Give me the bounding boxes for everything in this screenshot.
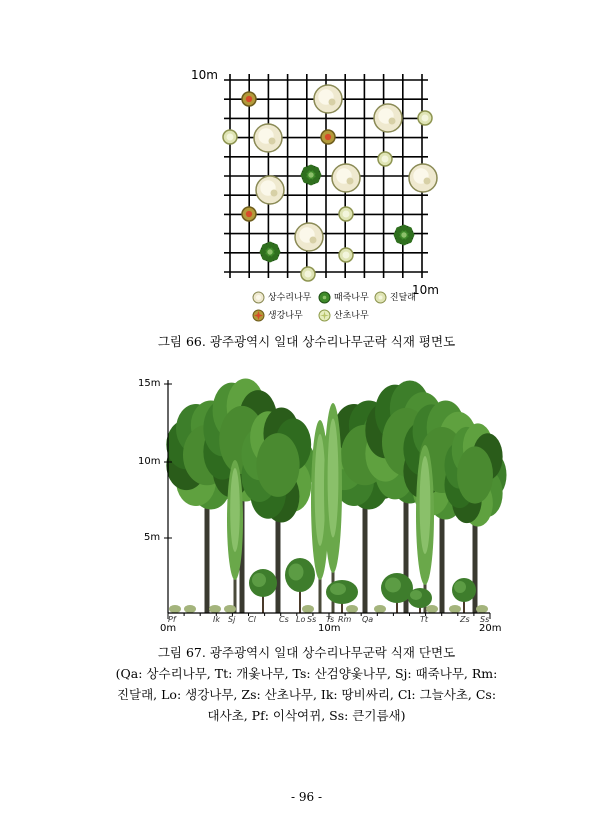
plan-spicebush-tree xyxy=(321,130,335,144)
section-x-label-20m: 20m xyxy=(479,623,502,634)
species-label-sj: Sj xyxy=(228,615,236,624)
section-herb xyxy=(224,605,236,613)
legend-label-snowbell: 때죽나무 xyxy=(333,293,369,303)
section-caption-line-2: 진달래, Lo: 생강나무, Zs: 산초나무, Ik: 땅비싸리, Cl: 그늘사초, Cs: xyxy=(116,687,497,702)
plan-azalea-tree xyxy=(301,267,315,281)
section-y-label-10m: 10m xyxy=(138,456,161,467)
planting-section-diagram xyxy=(120,370,510,640)
plan-oak-tree xyxy=(374,104,402,132)
plan-scale-top: 10m xyxy=(191,68,218,82)
plan-azalea-tree xyxy=(378,152,392,166)
section-vegetation xyxy=(166,379,506,613)
plan-spicebush-tree xyxy=(242,207,256,221)
plan-oak-tree xyxy=(332,164,360,192)
species-label-rm: Rm xyxy=(338,615,352,624)
legend-item-azalea xyxy=(374,290,416,304)
legend-label-oak: 상수리나무 xyxy=(267,293,312,303)
plan-legend xyxy=(252,290,432,326)
species-label-tt: Tt xyxy=(420,615,429,624)
plan-oak-tree xyxy=(256,176,284,204)
species-labels xyxy=(0,615,613,626)
plan-azalea-tree xyxy=(418,111,432,125)
section-herb xyxy=(426,605,438,613)
section-herb xyxy=(449,605,461,613)
legend-item-prickly-ash xyxy=(318,308,369,322)
species-label-zs: Zs xyxy=(460,615,470,624)
legend-label-spicebush: 생강나무 xyxy=(267,311,303,321)
section-herb xyxy=(374,605,386,613)
legend-label-prickly-ash: 산초나무 xyxy=(333,311,369,321)
snowbell-icon xyxy=(318,291,331,304)
species-label-ts: Ts xyxy=(326,615,335,624)
species-label-lo: Lo xyxy=(296,615,306,624)
section-x-label-10m: 10m xyxy=(318,623,341,634)
species-label-ik: Ik xyxy=(213,615,220,624)
legend-item-oak xyxy=(252,290,311,304)
section-herb xyxy=(302,605,314,613)
spicebush-icon xyxy=(252,309,265,322)
plan-oak-tree xyxy=(295,223,323,251)
section-shrub xyxy=(285,558,315,613)
species-label-pf: Pf xyxy=(168,615,176,624)
section-herb xyxy=(184,605,196,613)
plan-snowbell-tree xyxy=(394,225,415,246)
oak-icon xyxy=(252,291,265,304)
species-label-cs: Cs xyxy=(279,615,289,624)
plan-snowbell-tree xyxy=(301,165,322,186)
species-label-ss2: Ss xyxy=(480,615,490,624)
section-herb xyxy=(169,605,181,613)
planting-plan-diagram xyxy=(215,70,445,300)
plan-azalea-tree xyxy=(223,130,237,144)
plan-snowbell-tree xyxy=(260,242,281,263)
plan-azalea-tree xyxy=(339,207,353,221)
legend-label-azalea: 진달래 xyxy=(389,293,416,303)
section-shrub xyxy=(249,569,277,613)
section-herb xyxy=(476,605,488,613)
section-y-label-5m: 5m xyxy=(144,532,161,543)
plan-spicebush-tree xyxy=(242,92,256,106)
azalea-icon xyxy=(374,291,387,304)
section-herb xyxy=(346,605,358,613)
legend-item-spicebush xyxy=(252,308,303,322)
plan-scale-right: 10m xyxy=(412,283,439,297)
plan-caption: 그림 66. 광주광역시 일대 상수리나무군락 식재 평면도 xyxy=(157,334,456,349)
section-y-label-15m: 15m xyxy=(138,378,161,389)
plan-oak-tree xyxy=(254,124,282,152)
prickly-ash-icon xyxy=(318,309,331,322)
legend-item-snowbell xyxy=(318,290,369,304)
plan-azalea-tree xyxy=(339,248,353,262)
section-x-label-0m: 0m xyxy=(160,623,177,634)
page-number: - 96 - xyxy=(290,790,322,804)
section-caption-line-1: (Qa: 상수리나무, Tt: 개옻나무, Ts: 산검양옻나무, Sj: 때죽나무, Rm: xyxy=(115,666,498,681)
species-label-cl: Cl xyxy=(248,615,256,624)
plan-trees xyxy=(223,85,437,281)
section-caption-title: 그림 67. 광주광역시 일대 상수리나무군락 식재 단면도 xyxy=(157,645,456,660)
section-herb xyxy=(209,605,221,613)
species-label-qa: Qa xyxy=(362,615,374,624)
plan-oak-tree xyxy=(314,85,342,113)
section-slender-tree xyxy=(416,445,434,613)
species-label-ss: Ss xyxy=(307,615,317,624)
plan-oak-tree xyxy=(409,164,437,192)
section-caption-line-3: 대사초, Pf: 이삭여뀌, Ss: 큰기름새) xyxy=(207,708,406,723)
